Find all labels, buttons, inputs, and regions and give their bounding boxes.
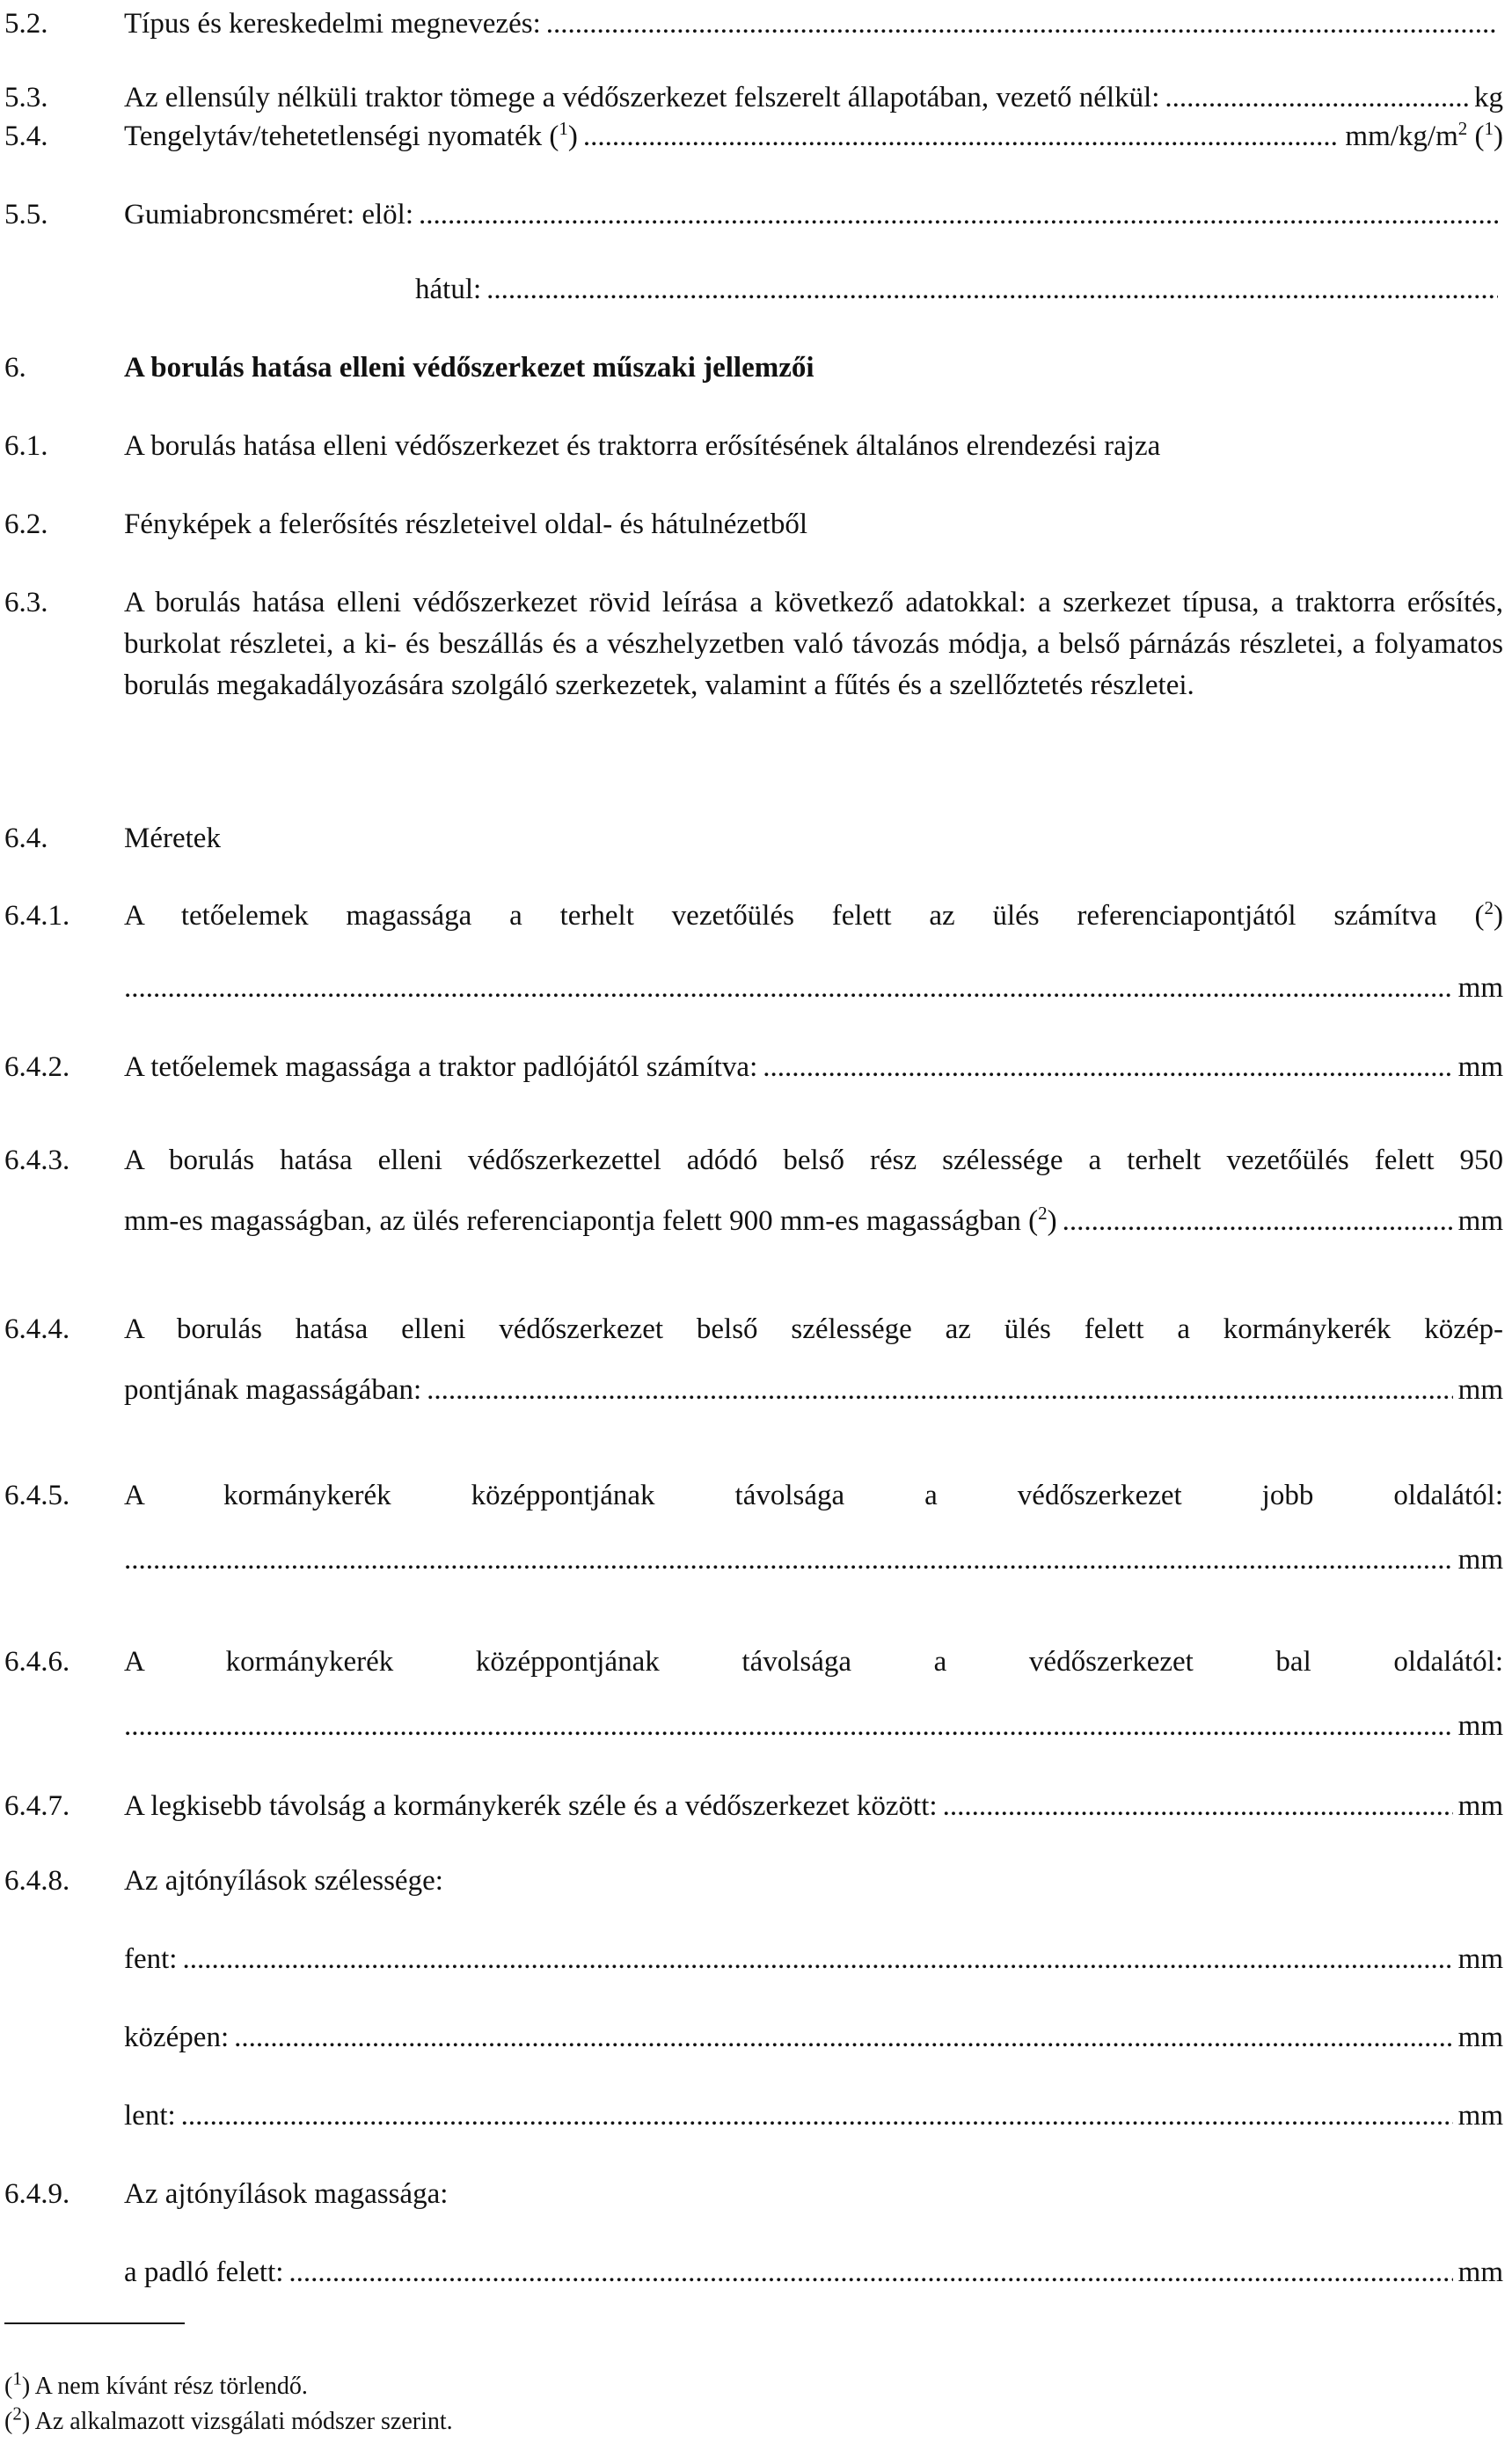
footnote-text: Az alkalmazott vizsgálati módszer szerint. — [34, 2408, 453, 2435]
item-text-line1: A borulás hatása elleni védőszerkezettel adódó belső rész szélessége a terhelt vezetőülés felett 950 — [124, 1145, 1503, 1176]
unit-label: mm — [1457, 1205, 1503, 1237]
fill-leader — [289, 2252, 1452, 2293]
fill-leader — [181, 2096, 1453, 2137]
unit-label: mm — [1457, 2256, 1503, 2288]
item-number: 6.4.6. — [4, 1646, 70, 1678]
item-text: Az ajtónyílások magassága: — [124, 2178, 449, 2210]
item-label: Tengelytáv/tehetetlenségi nyomaték ($^1$) — [124, 118, 578, 152]
unit-label: $mm/kg/m^2$ ($^1$) — [1345, 118, 1503, 152]
fill-leader — [583, 116, 1340, 157]
item-number: 5.4. — [4, 121, 48, 152]
footnote-1: ($^1$) A nem kívánt rész törlendő. — [4, 2367, 308, 2400]
footnote-2: ($^2$) Az alkalmazott vizsgálati módszer szerint. — [4, 2403, 453, 2435]
unit-label: mm — [1457, 1544, 1503, 1576]
footnote-text: A nem kívánt rész törlendő. — [34, 2373, 308, 2400]
fill-leader — [182, 1939, 1452, 1980]
item-label: Az ellensúly nélküli traktor tömege a védőszerkezet felszerelt állapotában, vezető nélkül: — [124, 82, 1160, 113]
item-number: 6.4.7. — [4, 1790, 70, 1822]
unit-label: mm — [1457, 2100, 1503, 2132]
fill-leader — [427, 1370, 1453, 1411]
footnote-mark: 1 — [12, 2367, 22, 2389]
item-label: középen: — [124, 2022, 230, 2053]
item-text-line1: A borulás hatása elleni védőszerkezet belső szélessége az ülés felett a kormánykerék közép- — [124, 1313, 1503, 1345]
item-number: 6.4.2. — [4, 1051, 70, 1083]
item-label: lent: — [124, 2100, 176, 2132]
item-number: 6.4.3. — [4, 1145, 70, 1176]
item-text: Fényképek a felerősítés részleteivel oldal- és hátulnézetből — [124, 508, 808, 540]
unit-label: mm — [1457, 1710, 1503, 1742]
item-number: 6.1. — [4, 430, 48, 462]
item-label: A legkisebb távolság a kormánykerék széle és a védőszerkezet között: — [124, 1790, 938, 1822]
item-label: A tetőelemek magassága a traktor padlójától számítva: — [124, 1051, 758, 1083]
item-text-line2: mm-es magasságban, az ülés referenciapontja felett 900 mm-es magasságban ($^2$) — [124, 1203, 1057, 1237]
unit-label: mm — [1457, 1374, 1503, 1406]
fill-leader — [234, 2017, 1453, 2059]
item-number: 5.5. — [4, 199, 48, 230]
unit-label: mm — [1457, 1790, 1503, 1822]
item-label: Típus és kereskedelmi megnevezés: — [124, 8, 541, 40]
fill-leader — [1063, 1201, 1453, 1242]
item-text: A tetőelemek magassága a terhelt vezetőülés felett az ülés referenciapontjától számítva ($^2$) — [124, 897, 1503, 932]
unit-label: mm — [1457, 972, 1503, 1004]
item-text-line2: pontjának magasságában: — [124, 1374, 422, 1406]
section-title: A borulás hatása elleni védőszerkezet műszaki jellemzői — [124, 352, 814, 384]
item-number: 6.4. — [4, 823, 48, 854]
item-text: A kormánykerék középpontjának távolsága a védőszerkezet bal oldalától: — [124, 1646, 1503, 1678]
item-number: 6. — [4, 352, 26, 384]
item-number: 6.4.5. — [4, 1480, 70, 1511]
item-number: 5.2. — [4, 8, 48, 40]
item-label-rear: hátul: — [415, 274, 482, 305]
footnote-ref: 2 — [1038, 1203, 1048, 1224]
item-label-front: Gumiabroncsméret: elöl: — [124, 199, 413, 230]
item-text: A borulás hatása elleni védőszerkezet és traktorra erősítésének általános elrendezési rajza — [124, 430, 1161, 462]
fill-leader — [124, 1540, 1453, 1581]
item-number: 6.4.8. — [4, 1865, 70, 1897]
fill-leader — [1165, 77, 1469, 119]
item-number: 6.3. — [4, 587, 48, 618]
unit-label: kg — [1474, 82, 1503, 113]
unit-label: mm — [1457, 2022, 1503, 2053]
footnote-ref: 1 — [559, 118, 568, 139]
item-number: 6.4.1. — [4, 900, 70, 932]
unit-label: mm — [1457, 1051, 1503, 1083]
fill-leader — [763, 1047, 1452, 1088]
item-label: a padló felett: — [124, 2256, 284, 2288]
item-number: 5.3. — [4, 82, 48, 113]
item-number: 6.4.9. — [4, 2178, 70, 2210]
fill-leader — [419, 194, 1498, 236]
footnote-divider — [4, 2322, 185, 2324]
fill-leader — [124, 1706, 1453, 1747]
footnote-mark: 2 — [12, 2403, 22, 2425]
item-text: A kormánykerék középpontjának távolsága a védőszerkezet jobb oldalától: — [124, 1480, 1503, 1511]
item-text: A borulás hatása elleni védőszerkezet rövid leírása a következő adatokkal: a szerkezet típusa, a traktorra erősítés, burkolat részletei, a ki- és beszállás és a vészhelyzetben való távozás módja, a belső párnázás részletei, a folyamatos borulás megakadályozására szolgáló szerkezetek, valamint a fűtés és a szellőztetés részletei. — [124, 587, 1503, 701]
fill-leader — [546, 4, 1498, 45]
item-text: Méretek — [124, 823, 221, 854]
footnote-ref: 2 — [1484, 897, 1494, 918]
item-number: 6.2. — [4, 508, 48, 540]
fill-leader — [124, 968, 1453, 1009]
item-text: Az ajtónyílások szélessége: — [124, 1865, 443, 1897]
item-label: fent: — [124, 1943, 178, 1975]
fill-leader — [943, 1786, 1453, 1827]
fill-leader — [486, 269, 1498, 311]
footnote-ref: 1 — [1484, 118, 1494, 139]
unit-label: mm — [1457, 1943, 1503, 1975]
item-number: 6.4.4. — [4, 1313, 70, 1345]
